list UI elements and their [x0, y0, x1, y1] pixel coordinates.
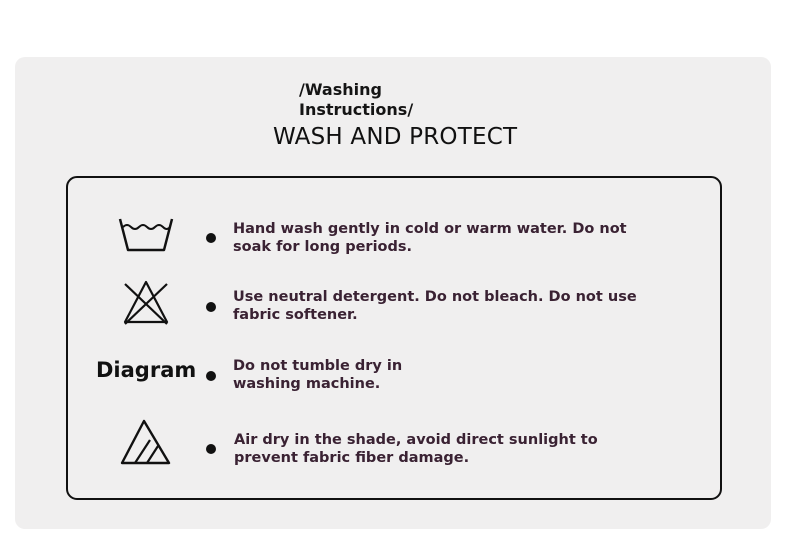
bullet-dot [206, 233, 216, 243]
bullet-dot [206, 444, 216, 454]
instruction-text-dry-shade: Air dry in the shade, avoid direct sunlight to prevent fabric fiber damage. [234, 432, 598, 466]
bullet-dot [206, 371, 216, 381]
section-subtitle: /Washing Instructions/ [299, 80, 414, 119]
dry-in-shade-icon [119, 418, 173, 466]
hand-wash-icon [117, 216, 175, 254]
diagram-label: Diagram [96, 358, 197, 382]
bullet-dot [206, 302, 216, 312]
instruction-text-no-tumble-dry: Do not tumble dry in washing machine. [233, 358, 403, 392]
do-not-bleach-icon [121, 278, 171, 326]
instruction-text-no-bleach: Use neutral detergent. Do not bleach. Do not use fabric softener. [233, 289, 637, 323]
instruction-text-hand-wash: Hand wash gently in cold or warm water. Do not soak for long periods. [233, 221, 627, 255]
page-title: WASH AND PROTECT [273, 124, 518, 150]
